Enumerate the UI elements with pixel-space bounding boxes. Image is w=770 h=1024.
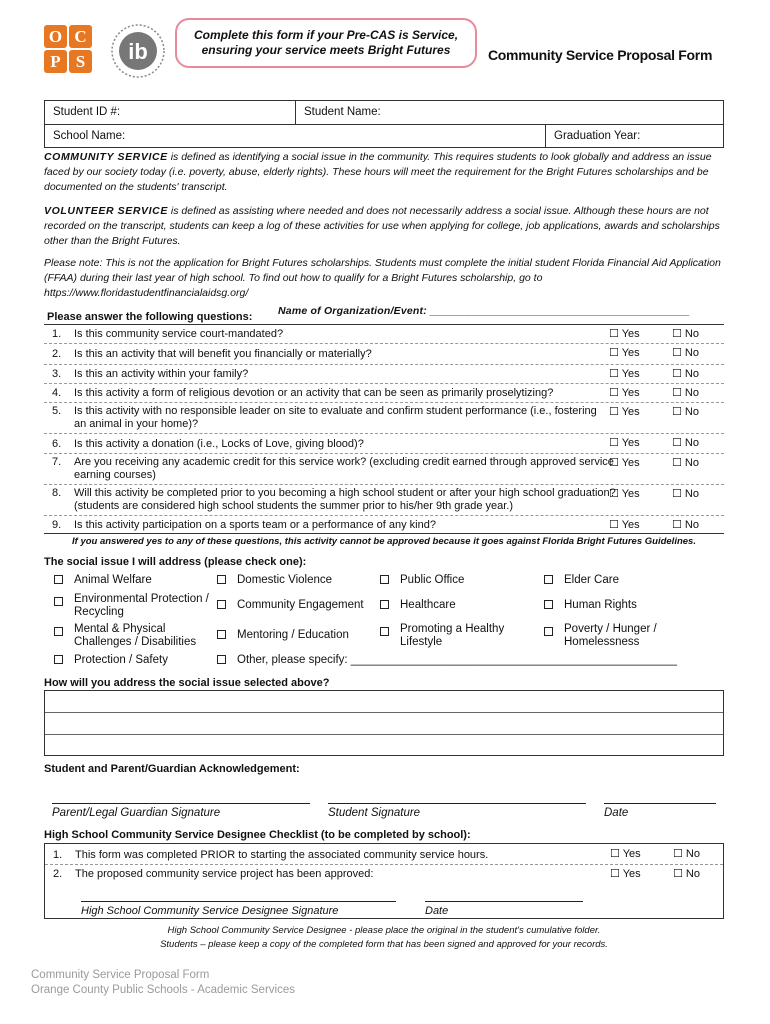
social-issue-option[interactable] xyxy=(544,574,553,587)
option-label: Environmental Protection / Recycling xyxy=(74,593,209,618)
checklist-heading: High School Community Service Designee Checklist (to be completed by school): xyxy=(44,829,471,841)
social-issue-option[interactable] xyxy=(217,574,226,587)
form-title: Community Service Proposal Form xyxy=(488,47,713,63)
social-issue-option[interactable] xyxy=(544,599,553,612)
question-text: Are you receiving any academic credit for this service work? (excluding credit earned through approved service earning courses) xyxy=(74,456,614,481)
date-line[interactable]: Date xyxy=(604,803,716,819)
yes-checkbox[interactable]: ☐ Yes xyxy=(609,328,640,340)
answer-line[interactable] xyxy=(45,691,723,713)
yes-checkbox[interactable]: ☐ Yes xyxy=(609,437,640,449)
question-row xyxy=(44,324,724,344)
student-name-field[interactable]: Student Name: xyxy=(295,101,723,124)
checklist-number: 2. xyxy=(53,868,63,880)
social-issue-option[interactable] xyxy=(544,626,553,639)
social-issue-option[interactable] xyxy=(54,654,63,667)
other-specify-field[interactable]: Other, please specify: ___________________________________________________ xyxy=(237,654,677,666)
question-text: Is this activity a form of religious devotion or an activity that can be seen as primarily proselytizing? xyxy=(74,387,554,399)
question-row xyxy=(44,403,724,434)
question-text: Is this activity with no responsible leader on site to evaluate and confirm student performance (i.e., fostering an animal in your home)? xyxy=(74,405,597,430)
option-label: Poverty / Hunger / Homelessness xyxy=(564,623,657,648)
yes-checkbox[interactable]: ☐ Yes xyxy=(609,368,640,380)
question-number: 2. xyxy=(52,348,62,360)
social-issue-option[interactable] xyxy=(54,596,63,609)
option-label: Mental & Physical Challenges / Disabilities xyxy=(74,623,197,648)
question-number: 1. xyxy=(52,328,62,340)
no-checkbox[interactable]: ☐ No xyxy=(672,406,699,418)
checkbox-icon[interactable] xyxy=(217,655,226,664)
yes-checkbox[interactable]: ☐ Yes xyxy=(610,848,641,860)
question-number: 4. xyxy=(52,387,62,399)
option-label: Mentoring / Education xyxy=(237,629,349,641)
answer-box[interactable] xyxy=(44,690,724,756)
social-issue-option[interactable] xyxy=(54,574,63,587)
question-row xyxy=(44,454,724,485)
ib-logo xyxy=(110,23,166,79)
checkbox-icon[interactable] xyxy=(54,575,63,584)
designee-instructions: High School Community Service Designee - please place the original in the student's cumulative folder. xyxy=(167,925,601,936)
checkbox-icon[interactable] xyxy=(544,600,553,609)
yes-checkbox[interactable]: ☐ Yes xyxy=(609,457,640,469)
no-checkbox[interactable]: ☐ No xyxy=(673,868,700,880)
callout-line: ensuring your service meets Bright Futures xyxy=(201,43,451,57)
option-label: Domestic Violence xyxy=(237,574,333,586)
answer-line[interactable] xyxy=(45,713,723,735)
yes-checkbox[interactable]: ☐ Yes xyxy=(609,488,640,500)
student-info-table xyxy=(44,100,724,148)
social-issue-option[interactable] xyxy=(380,599,389,612)
question-row xyxy=(44,434,724,454)
social-issue-option[interactable] xyxy=(217,599,226,612)
volunteer-term: VOLUNTEER SERVICE xyxy=(44,205,168,217)
social-issue-option[interactable] xyxy=(380,626,389,639)
no-checkbox[interactable]: ☐ No xyxy=(672,488,699,500)
designee-date-line[interactable]: Date xyxy=(425,901,583,917)
no-checkbox[interactable]: ☐ No xyxy=(672,387,699,399)
checkbox-icon[interactable] xyxy=(54,597,63,606)
question-row xyxy=(44,516,724,534)
organization-field[interactable]: Name of Organization/Event: ___________________________________________ xyxy=(278,305,690,317)
volunteer-text: is defined as assisting where needed and does not necessarily address a social issue. Although these hours are not recorded on the transcript, students can keep a log of these activities for use when applying for college, job applications, awards and scholarships other than the Bright Futures. xyxy=(44,205,720,247)
question-number: 3. xyxy=(52,368,62,380)
checkbox-icon[interactable] xyxy=(380,627,389,636)
checkbox-icon[interactable] xyxy=(544,627,553,636)
question-row xyxy=(44,485,724,516)
question-text: Is this an activity within your family? xyxy=(74,368,249,380)
question-text: Will this activity be completed prior to you becoming a high school student or after your high school graduation? (students are considered high school students the summer prior to his/her 9th grade year.) xyxy=(74,487,616,512)
checkbox-icon[interactable] xyxy=(380,575,389,584)
logo-letter: S xyxy=(69,50,92,73)
question-number: 9. xyxy=(52,519,62,531)
social-issue-heading: The social issue I will address (please check one): xyxy=(44,556,307,568)
checkbox-icon[interactable] xyxy=(380,600,389,609)
student-instructions: Students – please keep a copy of the completed form that has been signed and approved for your records. xyxy=(160,939,608,950)
social-issue-option[interactable] xyxy=(54,626,63,639)
yes-checkbox[interactable]: ☐ Yes xyxy=(609,406,640,418)
question-text: Is this activity a donation (i.e., Locks of Love, giving blood)? xyxy=(74,438,364,450)
question-row xyxy=(44,384,724,403)
ocps-logo xyxy=(44,25,92,73)
question-row xyxy=(44,365,724,384)
checkbox-icon[interactable] xyxy=(217,630,226,639)
no-checkbox[interactable]: ☐ No xyxy=(673,848,700,860)
option-label: Promoting a Healthy Lifestyle xyxy=(400,623,505,648)
question-number: 8. xyxy=(52,487,62,499)
student-id-field[interactable]: Student ID #: xyxy=(53,106,121,118)
checkbox-icon[interactable] xyxy=(54,627,63,636)
checklist-text: This form was completed PRIOR to starting the associated community service hours. xyxy=(75,849,489,861)
designee-signature-line[interactable]: High School Community Service Designee Signature xyxy=(81,901,396,917)
option-label: Elder Care xyxy=(564,574,619,586)
question-text: Is this community service court-mandated? xyxy=(74,328,284,340)
address-question: How will you address the social issue selected above? xyxy=(44,677,330,689)
social-issue-option[interactable] xyxy=(217,629,226,642)
ineligibility-warning: If you answered yes to any of these questions, this activity cannot be approved because it goes against Florida Bright Futures Guidelines. xyxy=(72,536,696,547)
social-issue-option[interactable] xyxy=(217,654,226,667)
answer-line[interactable] xyxy=(45,735,723,757)
no-checkbox[interactable]: ☐ No xyxy=(672,328,699,340)
checkbox-icon[interactable] xyxy=(54,655,63,664)
option-label: Community Engagement xyxy=(237,599,364,611)
yes-checkbox[interactable]: ☐ Yes xyxy=(610,868,641,880)
question-row xyxy=(44,344,724,365)
no-checkbox[interactable]: ☐ No xyxy=(672,519,699,531)
acknowledgement-heading: Student and Parent/Guardian Acknowledgement: xyxy=(44,763,300,775)
ib-logo-text: ib xyxy=(128,39,148,64)
question-number: 5. xyxy=(52,405,62,417)
community-service-definition xyxy=(44,150,724,195)
yes-checkbox[interactable]: ☐ Yes xyxy=(609,519,640,531)
row-divider xyxy=(45,864,723,865)
social-issue-option[interactable] xyxy=(380,574,389,587)
no-checkbox[interactable]: ☐ No xyxy=(672,437,699,449)
community-term: COMMUNITY SERVICE xyxy=(44,151,168,163)
questions-label: Please answer the following questions: xyxy=(47,311,253,323)
no-checkbox[interactable]: ☐ No xyxy=(672,347,699,359)
option-label: Healthcare xyxy=(400,599,456,611)
yes-checkbox[interactable]: ☐ Yes xyxy=(609,347,640,359)
question-text: Is this activity participation on a sports team or a performance of any kind? xyxy=(74,519,436,531)
no-checkbox[interactable]: ☐ No xyxy=(672,457,699,469)
callout-line: Complete this form if your Pre-CAS is Service, xyxy=(193,28,459,42)
question-text: Is this an activity that will benefit you financially or materially? xyxy=(74,348,372,360)
logo-letter: O xyxy=(44,25,67,48)
parent-signature-line[interactable]: Parent/Legal Guardian Signature xyxy=(52,803,310,819)
option-label: Animal Welfare xyxy=(74,574,152,586)
option-label: Protection / Safety xyxy=(74,654,168,666)
question-number: 7. xyxy=(52,456,62,468)
logo-letter: P xyxy=(44,50,67,73)
checkbox-icon[interactable] xyxy=(544,575,553,584)
checklist-box xyxy=(44,843,724,919)
option-label: Human Rights xyxy=(564,599,637,611)
footer-form-name: Community Service Proposal Form xyxy=(31,969,210,981)
checklist-text: The proposed community service project has been approved: xyxy=(75,868,374,880)
checkbox-icon[interactable] xyxy=(217,600,226,609)
checklist-number: 1. xyxy=(53,849,63,861)
community-text: is defined as identifying a social issue in the community. This requires students to look globally and address an issue faced by our society today (i.e. poverty, abuse, elderly rights). These hours will meet the requirement for the Bright Futures scholarships and be documented on the students' transcript. xyxy=(44,151,712,193)
bright-futures-note: Please note: This is not the application for Bright Futures scholarships. Students must complete the initial student Florida Financial Aid Application (FFAA) during their last year of high school. To find out how to qualify for a Bright Futures scholarship, go to https://www.floridastudentfinancialaidsg.org/ xyxy=(44,257,721,299)
precas-callout xyxy=(175,18,477,68)
no-checkbox[interactable]: ☐ No xyxy=(672,368,699,380)
option-label: Public Office xyxy=(400,574,465,586)
logo-letter: C xyxy=(69,25,92,48)
yes-checkbox[interactable]: ☐ Yes xyxy=(609,387,640,399)
footer-department: Orange County Public Schools - Academic Services xyxy=(31,984,295,996)
graduation-year-field[interactable]: Graduation Year: xyxy=(545,125,723,147)
checkbox-icon[interactable] xyxy=(217,575,226,584)
student-signature-line[interactable]: Student Signature xyxy=(328,803,586,819)
school-name-field[interactable]: School Name: xyxy=(53,130,126,142)
volunteer-service-definition xyxy=(44,204,724,249)
question-number: 6. xyxy=(52,438,62,450)
